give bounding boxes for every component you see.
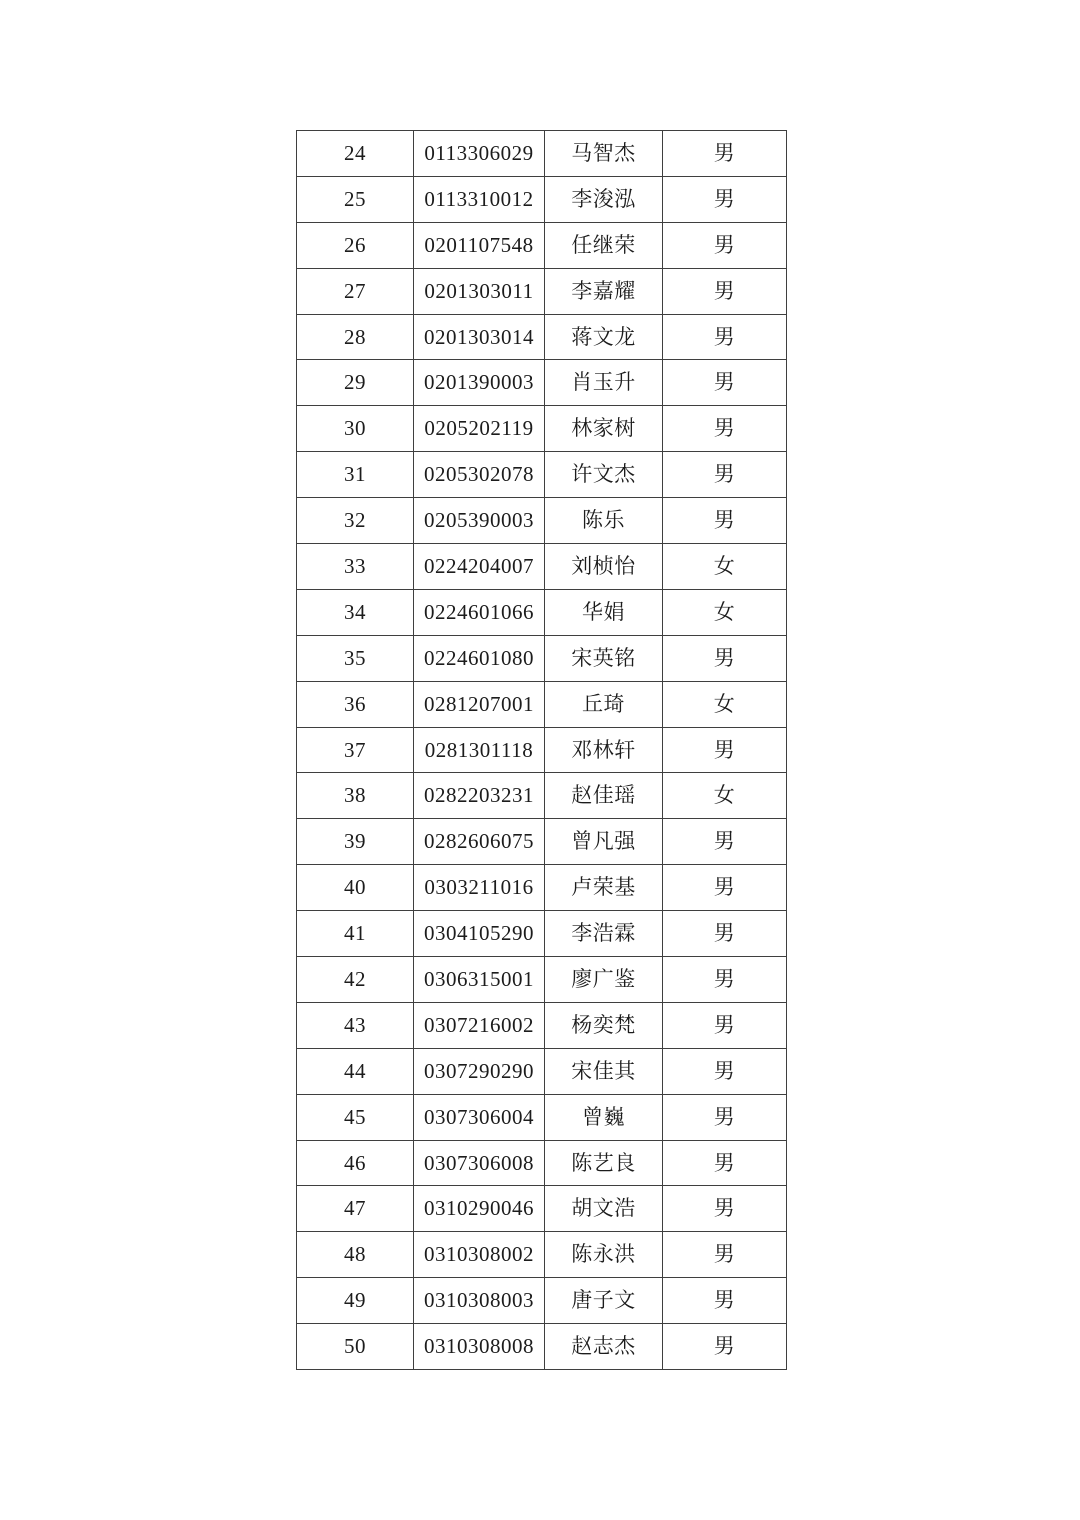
cell-gender: 男 xyxy=(663,1094,787,1140)
cell-index: 41 xyxy=(297,911,414,957)
table-row xyxy=(297,131,787,177)
cell-gender: 男 xyxy=(663,452,787,498)
cell-name: 廖广鉴 xyxy=(545,957,663,1003)
cell-gender: 男 xyxy=(663,406,787,452)
cell-index: 31 xyxy=(297,452,414,498)
cell-index: 48 xyxy=(297,1232,414,1278)
cell-name: 丘琦 xyxy=(545,681,663,727)
cell-index: 28 xyxy=(297,314,414,360)
cell-index: 39 xyxy=(297,819,414,865)
cell-name: 李浩霖 xyxy=(545,911,663,957)
table-row xyxy=(297,1094,787,1140)
cell-id: 0113306029 xyxy=(414,131,545,177)
cell-id: 0201303011 xyxy=(414,268,545,314)
cell-gender: 男 xyxy=(663,131,787,177)
cell-name: 华娟 xyxy=(545,589,663,635)
cell-gender: 男 xyxy=(663,727,787,773)
cell-index: 49 xyxy=(297,1278,414,1324)
cell-id: 0205302078 xyxy=(414,452,545,498)
cell-id: 0201390003 xyxy=(414,360,545,406)
cell-name: 宋佳其 xyxy=(545,1048,663,1094)
cell-index: 33 xyxy=(297,544,414,590)
table-row xyxy=(297,819,787,865)
cell-index: 34 xyxy=(297,589,414,635)
table-row xyxy=(297,1278,787,1324)
cell-id: 0224601080 xyxy=(414,635,545,681)
table-row xyxy=(297,360,787,406)
table-row xyxy=(297,1324,787,1370)
cell-gender: 男 xyxy=(663,1140,787,1186)
cell-index: 29 xyxy=(297,360,414,406)
cell-name: 蒋文龙 xyxy=(545,314,663,360)
cell-gender: 女 xyxy=(663,544,787,590)
table-row xyxy=(297,589,787,635)
cell-name: 卢荣基 xyxy=(545,865,663,911)
cell-gender: 男 xyxy=(663,314,787,360)
cell-id: 0303211016 xyxy=(414,865,545,911)
cell-id: 0307306008 xyxy=(414,1140,545,1186)
cell-index: 35 xyxy=(297,635,414,681)
cell-gender: 女 xyxy=(663,681,787,727)
cell-name: 曾巍 xyxy=(545,1094,663,1140)
cell-id: 0281207001 xyxy=(414,681,545,727)
cell-id: 0307290290 xyxy=(414,1048,545,1094)
cell-id: 0310308003 xyxy=(414,1278,545,1324)
cell-name: 林家树 xyxy=(545,406,663,452)
cell-gender: 女 xyxy=(663,773,787,819)
cell-gender: 男 xyxy=(663,360,787,406)
cell-gender: 男 xyxy=(663,1002,787,1048)
cell-gender: 男 xyxy=(663,1278,787,1324)
cell-index: 32 xyxy=(297,498,414,544)
cell-gender: 女 xyxy=(663,589,787,635)
table-row xyxy=(297,222,787,268)
cell-gender: 男 xyxy=(663,635,787,681)
cell-name: 马智杰 xyxy=(545,131,663,177)
cell-id: 0282606075 xyxy=(414,819,545,865)
roster-table xyxy=(296,130,787,1370)
cell-index: 30 xyxy=(297,406,414,452)
table-row xyxy=(297,498,787,544)
table-row xyxy=(297,1048,787,1094)
table-row xyxy=(297,452,787,498)
cell-gender: 男 xyxy=(663,498,787,544)
cell-name: 唐子文 xyxy=(545,1278,663,1324)
cell-index: 46 xyxy=(297,1140,414,1186)
cell-name: 刘桢怡 xyxy=(545,544,663,590)
table-row xyxy=(297,773,787,819)
cell-name: 宋英铭 xyxy=(545,635,663,681)
roster-table-body xyxy=(297,131,787,1370)
table-row xyxy=(297,544,787,590)
cell-id: 0310308008 xyxy=(414,1324,545,1370)
cell-gender: 男 xyxy=(663,1232,787,1278)
cell-id: 0307216002 xyxy=(414,1002,545,1048)
table-row xyxy=(297,176,787,222)
cell-gender: 男 xyxy=(663,865,787,911)
cell-id: 0205202119 xyxy=(414,406,545,452)
cell-index: 43 xyxy=(297,1002,414,1048)
cell-id: 0282203231 xyxy=(414,773,545,819)
cell-id: 0113310012 xyxy=(414,176,545,222)
cell-index: 50 xyxy=(297,1324,414,1370)
cell-name: 李浚泓 xyxy=(545,176,663,222)
cell-index: 40 xyxy=(297,865,414,911)
cell-name: 陈艺良 xyxy=(545,1140,663,1186)
cell-index: 27 xyxy=(297,268,414,314)
cell-gender: 男 xyxy=(663,1048,787,1094)
cell-id: 0306315001 xyxy=(414,957,545,1003)
cell-index: 47 xyxy=(297,1186,414,1232)
cell-name: 杨奕梵 xyxy=(545,1002,663,1048)
cell-index: 44 xyxy=(297,1048,414,1094)
cell-index: 25 xyxy=(297,176,414,222)
cell-id: 0201303014 xyxy=(414,314,545,360)
cell-index: 42 xyxy=(297,957,414,1003)
cell-gender: 男 xyxy=(663,1324,787,1370)
cell-index: 38 xyxy=(297,773,414,819)
cell-id: 0304105290 xyxy=(414,911,545,957)
cell-index: 36 xyxy=(297,681,414,727)
table-row xyxy=(297,1186,787,1232)
cell-gender: 男 xyxy=(663,911,787,957)
cell-index: 45 xyxy=(297,1094,414,1140)
table-row xyxy=(297,1140,787,1186)
table-row xyxy=(297,268,787,314)
table-row xyxy=(297,865,787,911)
cell-gender: 男 xyxy=(663,268,787,314)
table-row xyxy=(297,681,787,727)
cell-id: 0281301118 xyxy=(414,727,545,773)
cell-gender: 男 xyxy=(663,1186,787,1232)
cell-id: 0224601066 xyxy=(414,589,545,635)
cell-name: 赵佳瑶 xyxy=(545,773,663,819)
table-row xyxy=(297,635,787,681)
cell-name: 赵志杰 xyxy=(545,1324,663,1370)
cell-index: 37 xyxy=(297,727,414,773)
cell-id: 0310290046 xyxy=(414,1186,545,1232)
table-row xyxy=(297,957,787,1003)
table-row xyxy=(297,727,787,773)
cell-index: 24 xyxy=(297,131,414,177)
cell-id: 0307306004 xyxy=(414,1094,545,1140)
cell-id: 0205390003 xyxy=(414,498,545,544)
cell-name: 陈乐 xyxy=(545,498,663,544)
cell-name: 李嘉耀 xyxy=(545,268,663,314)
cell-id: 0224204007 xyxy=(414,544,545,590)
cell-name: 肖玉升 xyxy=(545,360,663,406)
cell-id: 0201107548 xyxy=(414,222,545,268)
cell-id: 0310308002 xyxy=(414,1232,545,1278)
table-row xyxy=(297,1232,787,1278)
cell-name: 邓林轩 xyxy=(545,727,663,773)
table-row xyxy=(297,1002,787,1048)
cell-gender: 男 xyxy=(663,819,787,865)
cell-gender: 男 xyxy=(663,957,787,1003)
cell-name: 胡文浩 xyxy=(545,1186,663,1232)
cell-name: 曾凡强 xyxy=(545,819,663,865)
cell-gender: 男 xyxy=(663,176,787,222)
cell-gender: 男 xyxy=(663,222,787,268)
table-row xyxy=(297,911,787,957)
table-row xyxy=(297,406,787,452)
cell-name: 陈永洪 xyxy=(545,1232,663,1278)
table-row xyxy=(297,314,787,360)
cell-name: 许文杰 xyxy=(545,452,663,498)
cell-index: 26 xyxy=(297,222,414,268)
cell-name: 任继荣 xyxy=(545,222,663,268)
